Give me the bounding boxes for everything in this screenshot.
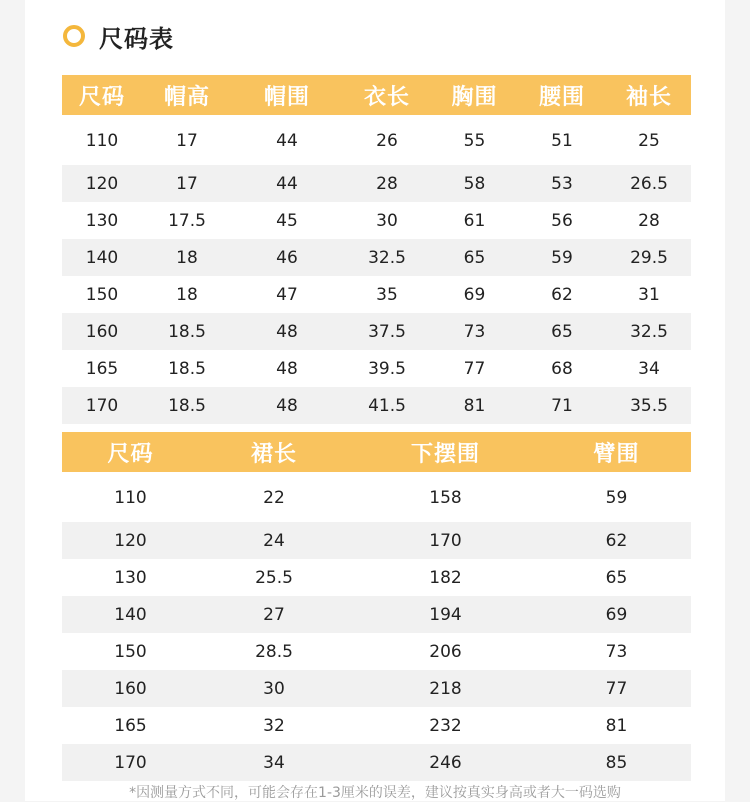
table-cell: 165	[62, 707, 199, 744]
table-cell: 158	[349, 472, 542, 522]
table-cell: 28.5	[199, 633, 349, 670]
table-cell: 77	[542, 670, 691, 707]
table-row	[62, 633, 691, 670]
ring-icon	[63, 25, 85, 47]
table-cell: 31	[607, 276, 691, 313]
table-cell: 73	[432, 313, 517, 350]
table-cell: 17.5	[142, 202, 232, 239]
table-cell: 150	[62, 633, 199, 670]
table-cell: 35	[342, 276, 432, 313]
table-cell: 81	[432, 387, 517, 424]
column-header: 下摆围	[349, 432, 542, 472]
column-header: 帽高	[142, 75, 232, 115]
table-cell: 34	[199, 744, 349, 781]
table-cell: 246	[349, 744, 542, 781]
table-cell: 26.5	[607, 165, 691, 202]
table-cell: 59	[542, 472, 691, 522]
table-cell: 17	[142, 165, 232, 202]
table-row	[62, 276, 691, 313]
top-size-table	[62, 75, 691, 424]
table-row	[62, 115, 691, 165]
table-cell: 58	[432, 165, 517, 202]
table-cell: 25	[607, 115, 691, 165]
bottom-size-table	[62, 432, 691, 781]
table-cell: 130	[62, 559, 199, 596]
table-cell: 32.5	[342, 239, 432, 276]
table-cell: 44	[232, 165, 342, 202]
table-cell: 24	[199, 522, 349, 559]
column-header: 胸围	[432, 75, 517, 115]
table-cell: 18.5	[142, 387, 232, 424]
table-cell: 65	[517, 313, 607, 350]
table-cell: 120	[62, 165, 142, 202]
table-row	[62, 313, 691, 350]
table-row	[62, 350, 691, 387]
table-row	[62, 387, 691, 424]
table-cell: 160	[62, 313, 142, 350]
table-cell: 61	[432, 202, 517, 239]
table-cell: 206	[349, 633, 542, 670]
table-cell: 232	[349, 707, 542, 744]
table-header-row	[62, 432, 691, 472]
table-body	[62, 115, 691, 424]
table-cell: 39.5	[342, 350, 432, 387]
table-cell: 41.5	[342, 387, 432, 424]
table-cell: 28	[607, 202, 691, 239]
table-cell: 27	[199, 596, 349, 633]
table-cell: 218	[349, 670, 542, 707]
table-cell: 71	[517, 387, 607, 424]
table-cell: 170	[62, 387, 142, 424]
table-cell: 130	[62, 202, 142, 239]
table-cell: 110	[62, 472, 199, 522]
table-cell: 55	[432, 115, 517, 165]
table-cell: 56	[517, 202, 607, 239]
size-chart-title-row	[63, 18, 174, 54]
table-cell: 29.5	[607, 239, 691, 276]
table-cell: 62	[542, 522, 691, 559]
table-cell: 53	[517, 165, 607, 202]
column-header: 裙长	[199, 432, 349, 472]
table-row	[62, 165, 691, 202]
table-cell: 37.5	[342, 313, 432, 350]
table-cell: 30	[199, 670, 349, 707]
table-cell: 73	[542, 633, 691, 670]
table-cell: 194	[349, 596, 542, 633]
table-cell: 140	[62, 239, 142, 276]
table-cell: 62	[517, 276, 607, 313]
table-cell: 28	[342, 165, 432, 202]
table-cell: 17	[142, 115, 232, 165]
table-cell: 46	[232, 239, 342, 276]
table-cell: 170	[62, 744, 199, 781]
table-row	[62, 670, 691, 707]
table-row	[62, 559, 691, 596]
column-header: 衣长	[342, 75, 432, 115]
table-cell: 65	[432, 239, 517, 276]
column-header: 尺码	[62, 432, 199, 472]
table-cell: 18.5	[142, 350, 232, 387]
table-cell: 48	[232, 313, 342, 350]
table-cell: 18	[142, 276, 232, 313]
table-cell: 69	[432, 276, 517, 313]
table-cell: 34	[607, 350, 691, 387]
measurement-note: *因测量方式不同，可能会存在1-3厘米的误差，建议按真实身高或者大一码选购	[129, 785, 621, 801]
column-header: 帽围	[232, 75, 342, 115]
table-row	[62, 202, 691, 239]
table-cell: 165	[62, 350, 142, 387]
table-row	[62, 744, 691, 781]
column-header: 袖长	[607, 75, 691, 115]
table-cell: 45	[232, 202, 342, 239]
table-cell: 22	[199, 472, 349, 522]
table-body	[62, 472, 691, 781]
size-chart-panel	[25, 0, 725, 801]
table-cell: 51	[517, 115, 607, 165]
table-cell: 65	[542, 559, 691, 596]
table-row	[62, 522, 691, 559]
table-cell: 69	[542, 596, 691, 633]
table-cell: 32	[199, 707, 349, 744]
table-cell: 160	[62, 670, 199, 707]
column-header: 腰围	[517, 75, 607, 115]
table-cell: 81	[542, 707, 691, 744]
table-cell: 30	[342, 202, 432, 239]
table-cell: 44	[232, 115, 342, 165]
table-cell: 150	[62, 276, 142, 313]
table-row	[62, 239, 691, 276]
table-row	[62, 707, 691, 744]
table-cell: 170	[349, 522, 542, 559]
table-cell: 18.5	[142, 313, 232, 350]
table-header-row	[62, 75, 691, 115]
table-cell: 32.5	[607, 313, 691, 350]
table-cell: 77	[432, 350, 517, 387]
table-cell: 48	[232, 387, 342, 424]
table-cell: 25.5	[199, 559, 349, 596]
table-cell: 68	[517, 350, 607, 387]
page-title: 尺码表	[99, 24, 174, 53]
table-row	[62, 472, 691, 522]
column-header: 尺码	[62, 75, 142, 115]
column-header: 臂围	[542, 432, 691, 472]
table-cell: 120	[62, 522, 199, 559]
table-row	[62, 596, 691, 633]
table-cell: 110	[62, 115, 142, 165]
table-cell: 18	[142, 239, 232, 276]
table-cell: 182	[349, 559, 542, 596]
table-cell: 26	[342, 115, 432, 165]
table-cell: 35.5	[607, 387, 691, 424]
table-cell: 140	[62, 596, 199, 633]
table-cell: 59	[517, 239, 607, 276]
table-cell: 85	[542, 744, 691, 781]
table-cell: 47	[232, 276, 342, 313]
table-cell: 48	[232, 350, 342, 387]
